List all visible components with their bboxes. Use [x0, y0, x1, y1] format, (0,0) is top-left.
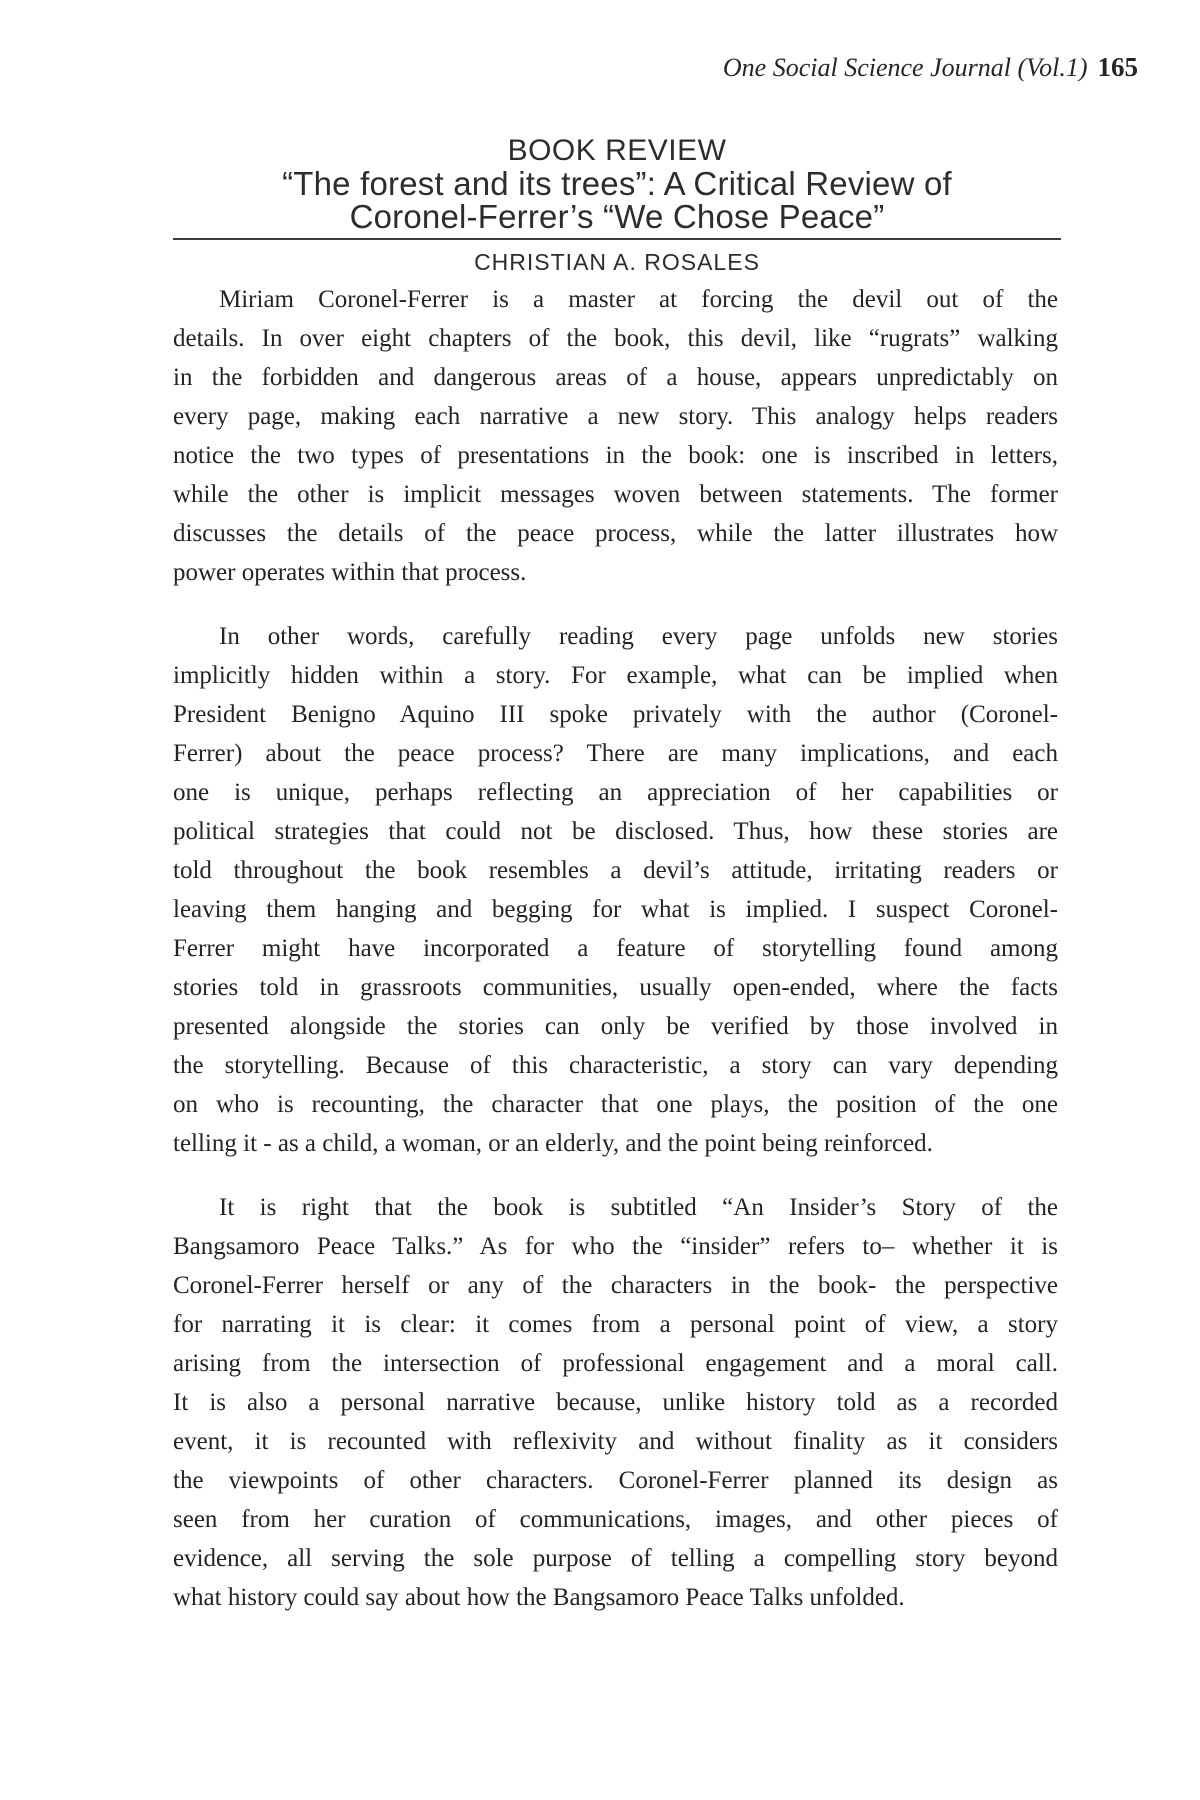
body-line: on who is recounting, the character that one plays, the position of the one — [173, 1091, 1058, 1118]
body-line: discusses the details of the peace process, while the latter illustrates how — [173, 520, 1058, 547]
body-line: details. In over eight chapters of the book, this devil, like “rugrats” walking — [173, 325, 1058, 352]
body-line: in the forbidden and dangerous areas of a house, appears unpredictably on — [173, 364, 1058, 391]
article-body — [173, 280, 1058, 1617]
body-line: Ferrer might have incorporated a feature of storytelling found among — [173, 935, 1058, 962]
body-line: stories told in grassroots communities, usually open-ended, where the facts — [173, 974, 1058, 1001]
body-line: evidence, all serving the sole purpose of telling a compelling story beyond — [173, 1545, 1058, 1572]
body-line: the viewpoints of other characters. Coronel-Ferrer planned its design as — [173, 1467, 1058, 1494]
body-line: the storytelling. Because of this characteristic, a story can vary depending — [173, 1052, 1058, 1079]
body-line: told throughout the book resembles a devil’s attitude, irritating readers or — [173, 857, 1058, 884]
body-line: implicitly hidden within a story. For example, what can be implied when — [173, 662, 1058, 689]
section-kicker: BOOK REVIEW — [507, 134, 727, 167]
body-line: notice the two types of presentations in the book: one is inscribed in letters, — [173, 442, 1058, 469]
article-title-line1: “The forest and its trees”: A Critical Review of — [282, 165, 952, 202]
page-number: 165 — [1097, 52, 1138, 82]
title-rule — [173, 238, 1061, 240]
body-line: every page, making each narrative a new story. This analogy helps readers — [173, 403, 1058, 430]
journal-title: One Social Science Journal (Vol.1) — [722, 53, 1088, 82]
article-title-line2: Coronel-Ferrer’s “We Chose Peace” — [349, 198, 885, 235]
body-line: power operates within that process. — [173, 559, 527, 586]
body-line: Ferrer) about the peace process? There are many implications, and each — [173, 740, 1058, 767]
title-block — [173, 134, 1061, 276]
body-line: Coronel-Ferrer herself or any of the characters in the book- the perspective — [173, 1272, 1058, 1299]
body-line: It is also a personal narrative because, unlike history told as a recorded — [173, 1389, 1058, 1416]
body-line: event, it is recounted with reflexivity and without finality as it considers — [173, 1428, 1058, 1455]
paragraph — [173, 280, 1058, 592]
body-line: presented alongside the stories can only be verified by those involved in — [173, 1013, 1058, 1040]
body-line: seen from her curation of communications, images, and other pieces of — [173, 1506, 1058, 1533]
body-line: what history could say about how the Bangsamoro Peace Talks unfolded. — [173, 1584, 905, 1611]
body-line: Bangsamoro Peace Talks.” As for who the “insider” refers to– whether it is — [173, 1233, 1058, 1260]
body-line: In other words, carefully reading every page unfolds new stories — [219, 623, 1058, 650]
body-line: It is right that the book is subtitled “An Insider’s Story of the — [219, 1194, 1058, 1221]
author-name: CHRISTIAN A. ROSALES — [474, 249, 760, 275]
body-line: while the other is implicit messages woven between statements. The former — [173, 481, 1058, 508]
paragraph — [173, 1188, 1058, 1617]
body-line: telling it - as a child, a woman, or an elderly, and the point being reinforced. — [173, 1130, 933, 1157]
body-line: political strategies that could not be disclosed. Thus, how these stories are — [173, 818, 1058, 845]
body-line: leaving them hanging and begging for what is implied. I suspect Coronel- — [173, 896, 1058, 923]
body-line: Miriam Coronel-Ferrer is a master at forcing the devil out of the — [219, 286, 1058, 313]
paragraph — [173, 617, 1058, 1163]
body-line: for narrating it is clear: it comes from a personal point of view, a story — [173, 1311, 1058, 1338]
body-line: President Benigno Aquino III spoke privately with the author (Coronel- — [173, 701, 1058, 728]
body-line: one is unique, perhaps reflecting an appreciation of her capabilities or — [173, 779, 1058, 806]
running-head — [723, 52, 1138, 83]
body-line: arising from the intersection of professional engagement and a moral call. — [173, 1350, 1058, 1377]
